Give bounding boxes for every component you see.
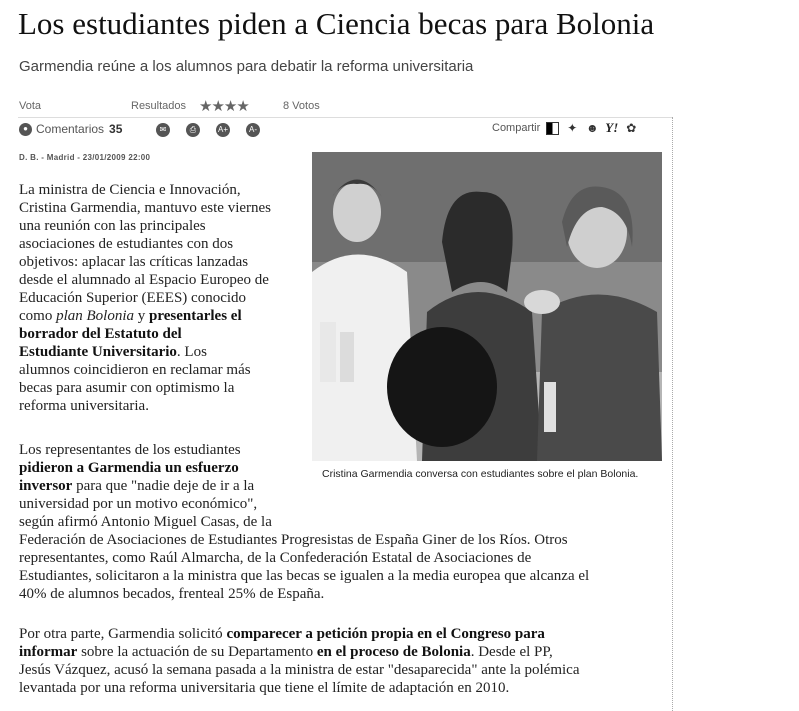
italic-run: plan Bolonia <box>56 308 134 324</box>
results-label: Resultados <box>131 100 187 112</box>
text-line <box>19 325 309 343</box>
byline: D. B. - Madrid - 23/01/2009 22:00 <box>19 153 151 162</box>
subtitle: Garmendia reúne a los alumnos para debatir la reforma universitaria <box>19 58 474 75</box>
star-icon: ★ <box>211 98 224 115</box>
text-line: una reunión con las principales <box>19 218 206 234</box>
bold-run: Estudiante Universitario <box>19 344 177 360</box>
text-line: alumnos coincidieron en reclamar más <box>19 362 251 378</box>
font-increase-icon[interactable]: A+ <box>216 123 230 137</box>
text-line: Estudiantes, solicitaron a la ministra que las becas se igualen a la media europea que alcanza el <box>19 568 590 584</box>
paragraph-1 <box>19 181 309 415</box>
article-tools <box>156 123 260 137</box>
bold-run: pidieron a Garmendia un esfuerzo <box>19 460 239 476</box>
text-line: La ministra de Ciencia e Innovación, <box>19 182 241 198</box>
text-run: . Desde el PP, <box>470 644 553 660</box>
share-bar <box>492 120 638 136</box>
text-line: becas para asumir con optimismo la <box>19 380 235 396</box>
text-line: objetivos: aplacar las críticas lanzadas <box>19 254 249 270</box>
text-run: sobre la actuación de su Departamento <box>77 644 317 660</box>
digg-icon[interactable]: ✦ <box>567 121 578 135</box>
text-line: levantada por una reforma universitaria que tiene el límite de adaptación en 2010. <box>19 680 510 696</box>
text-line: Jesús Vázquez, acusó la semana pasada a la ministra de estar "desaparecida" ante la polémica <box>19 662 580 678</box>
comments-link[interactable] <box>19 122 122 136</box>
delicious-icon[interactable] <box>546 122 559 135</box>
text-line <box>19 477 659 495</box>
bold-run: borrador del Estatuto del <box>19 326 182 342</box>
text-run: como <box>19 308 57 324</box>
text-line: reforma universitaria. <box>19 398 149 414</box>
print-icon[interactable]: ⎙ <box>186 123 200 137</box>
headline: Los estudiantes piden a Ciencia becas para Bolonia <box>18 6 655 41</box>
meneame-icon[interactable]: ☻ <box>585 121 599 135</box>
article-photo <box>312 152 662 461</box>
text-run: y <box>134 308 149 324</box>
text-line <box>19 459 659 477</box>
text-line: según afirmó Antonio Miguel Casas, de la <box>19 514 272 530</box>
text-line: Federación de Asociaciones de Estudiantes Progresistas de España Giner de los Ríos. Otros <box>19 532 568 548</box>
star-icon: ★ <box>236 98 249 115</box>
rating-stars <box>199 97 249 115</box>
divider <box>18 117 673 118</box>
text-line: representantes, como Raúl Almarcha, de la Confederación Estatal de Asociaciones de <box>19 550 532 566</box>
font-decrease-icon[interactable]: A- <box>246 123 260 137</box>
vote-link[interactable]: Vota <box>19 100 42 112</box>
comment-icon: ● <box>19 123 32 136</box>
star-icon: ★ <box>223 98 237 115</box>
email-icon[interactable]: ✉ <box>156 123 170 137</box>
yahoo-icon[interactable]: Y! <box>605 120 619 135</box>
text-run: . Los <box>176 344 207 360</box>
text-line: Los representantes de los estudiantes <box>19 442 241 458</box>
text-line: 40% de alumnos becados, frenteal 25% de España. <box>19 586 325 602</box>
votes-count: 8 Votos <box>283 100 320 112</box>
text-line: Cristina Garmendia, mantuvo este viernes <box>19 200 272 216</box>
bold-run: inversor <box>19 478 73 494</box>
comments-label: Comentarios <box>36 122 105 136</box>
text-run: para que "nadie deje de ir a la <box>72 478 255 494</box>
text-line <box>19 343 309 361</box>
paragraph-3 <box>19 625 659 697</box>
comments-count: 35 <box>109 122 123 136</box>
technorati-icon[interactable]: ✿ <box>626 121 637 135</box>
text-line: Educación Superior (EEES) conocido <box>19 290 247 306</box>
star-icon: ★ <box>199 98 212 115</box>
bold-run: informar <box>19 644 78 660</box>
text-line: asociaciones de estudiantes con dos <box>19 236 234 252</box>
bold-run: presentarles el <box>149 308 242 324</box>
text-line: desde el alumnado al Espacio Europeo de <box>19 272 269 288</box>
paragraph-2 <box>19 441 659 603</box>
text-run: Por otra parte, Garmendia solicitó <box>19 626 227 642</box>
share-label: Compartir <box>492 122 541 134</box>
text-line <box>19 307 309 325</box>
bold-run: en el proceso de Bolonia <box>316 644 471 660</box>
photo-caption: Cristina Garmendia conversa con estudiantes sobre el plan Bolonia. <box>322 468 639 480</box>
text-line <box>19 643 659 661</box>
text-line: universidad por un motivo económico", <box>19 496 258 512</box>
bold-run: comparecer a petición propia en el Congreso para <box>226 626 545 642</box>
text-line <box>19 625 659 643</box>
column-rule <box>672 117 673 711</box>
